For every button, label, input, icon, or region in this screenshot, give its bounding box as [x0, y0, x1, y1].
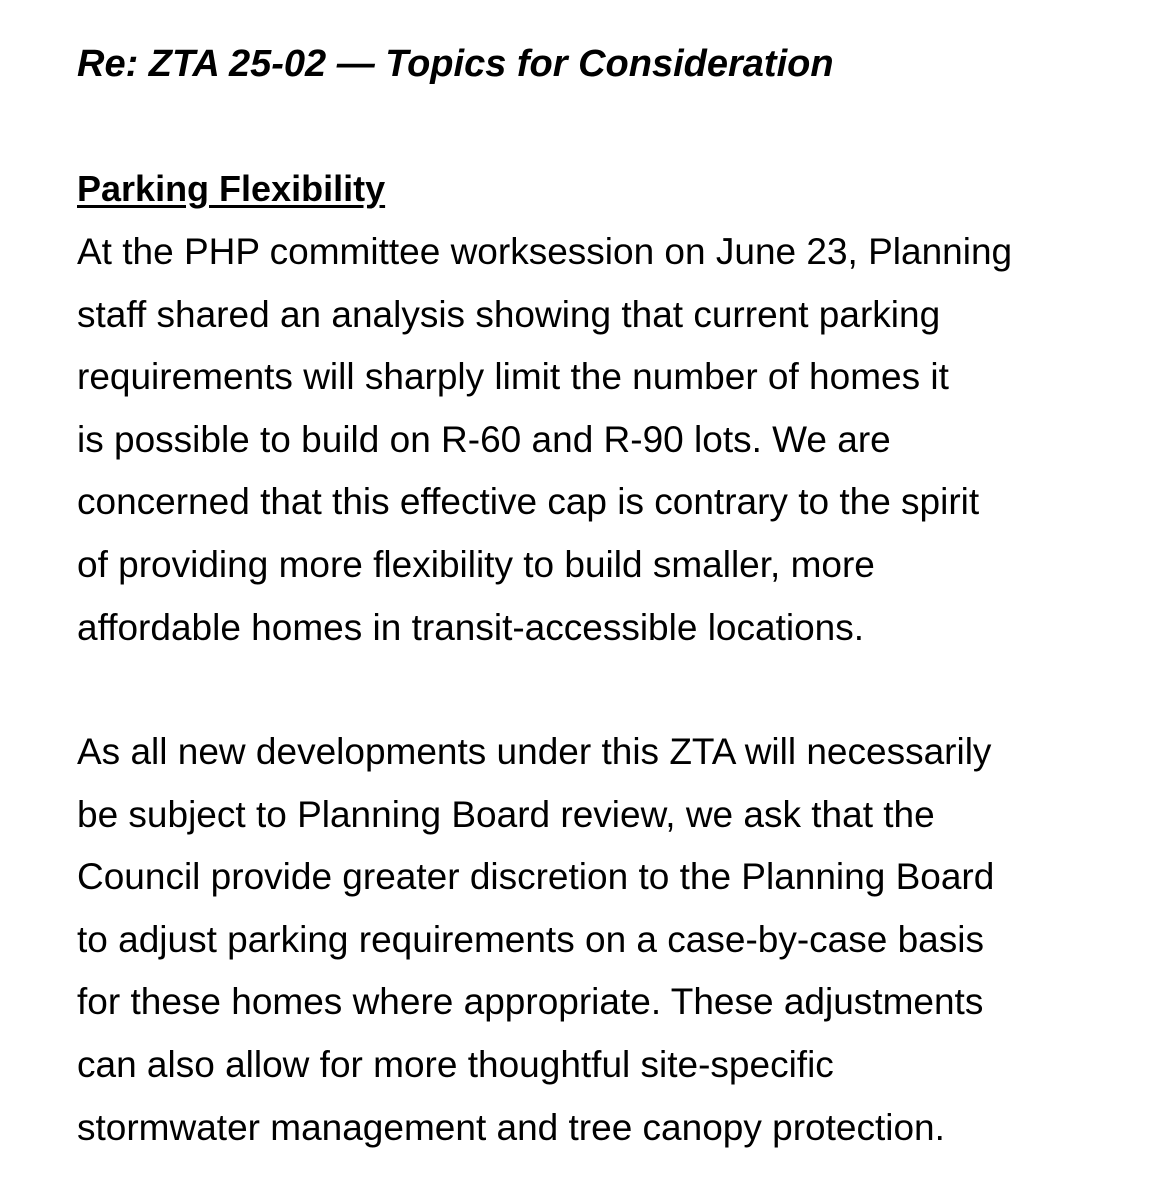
paragraph-line: Council provide greater discretion to the Planning Board	[77, 856, 995, 898]
paragraph-line: for these homes where appropriate. These adjustments	[77, 981, 984, 1023]
paragraph-line: At the PHP committee worksession on June 23, Planning	[77, 231, 1013, 272]
paragraph-line: can also allow for more thoughtful site-specific	[77, 1043, 834, 1085]
paragraph-line: affordable homes in transit-accessible locations.	[77, 606, 865, 648]
paragraph-2	[77, 721, 994, 1159]
paragraph-line: staff shared an analysis showing that current parking	[77, 293, 941, 335]
paragraph-line: As all new developments under this ZTA will necessarily	[77, 731, 992, 772]
paragraph-line: to adjust parking requirements on a case-by-case basis	[77, 918, 984, 960]
section-heading-parking-flexibility: Parking Flexibility	[77, 168, 386, 209]
re-line: Re: ZTA 25-02 — Topics for Consideration	[77, 43, 834, 85]
paragraph-line: be subject to Planning Board review, we ask that the	[77, 793, 935, 835]
paragraph-line: is possible to build on R-60 and R-90 lots. We are	[77, 418, 891, 460]
paragraph-line: stormwater management and tree canopy protection.	[77, 1106, 945, 1148]
paragraph-line: of providing more flexibility to build smaller, more	[77, 543, 875, 585]
paragraph-line: concerned that this effective cap is contrary to the spirit	[77, 481, 980, 523]
paragraph-line: requirements will sharply limit the number of homes it	[77, 356, 949, 398]
paragraph-1	[77, 221, 1012, 659]
